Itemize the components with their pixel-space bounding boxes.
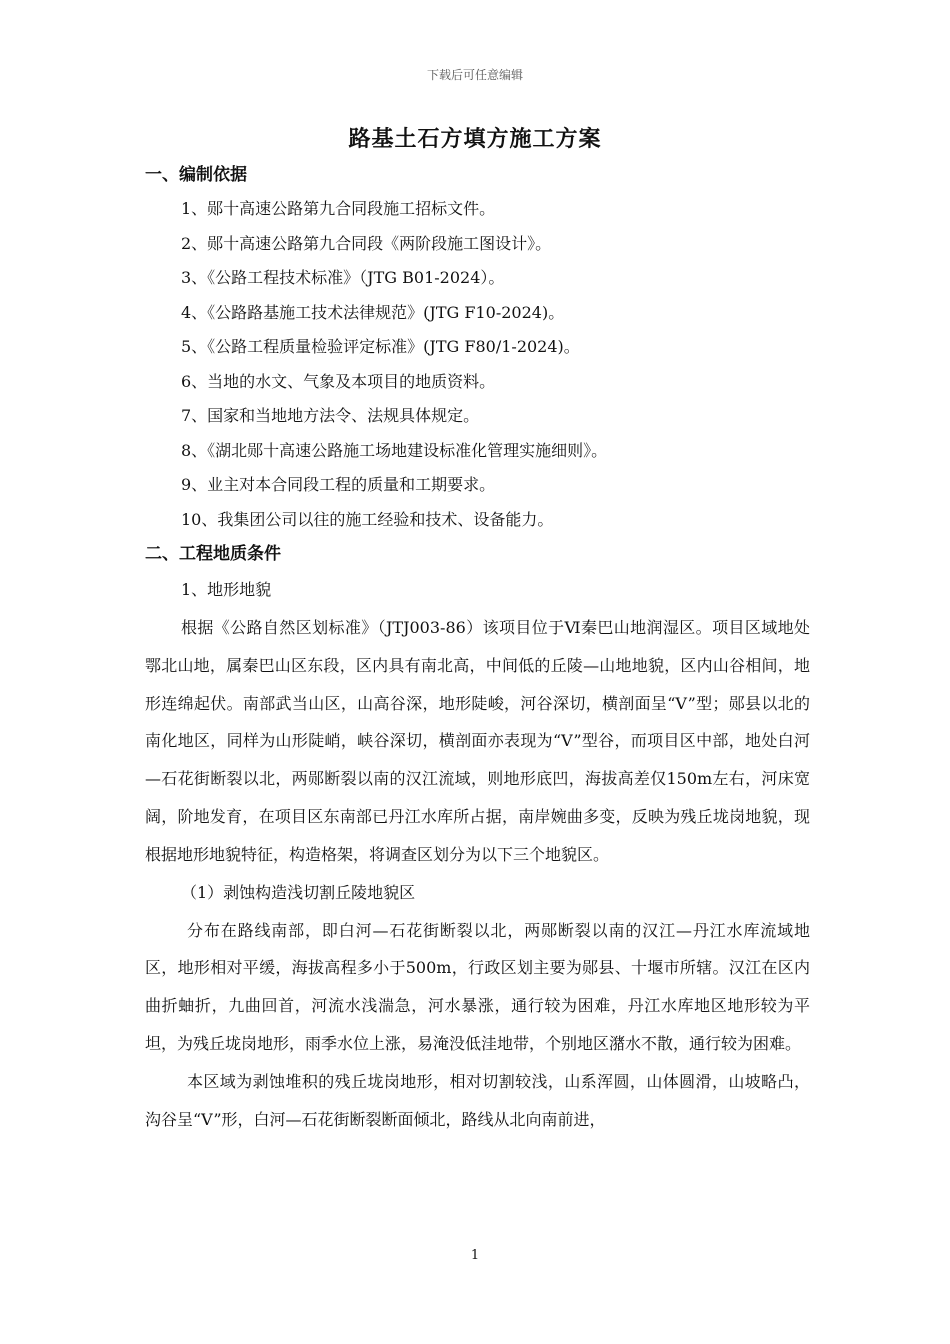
page-number: 1 <box>470 1248 480 1263</box>
list-item: 7、国家和当地地方法令、法规具体规定。 <box>181 406 480 425</box>
paragraph-terrain: 根据《公路自然区划标准》（JTJ003-86）该项目位于Ⅵ秦巴山地润湿区。项目区域地处鄂北山地，属秦巴山区东段，区内具有南北高，中间低的丘陵—山地地貌，区内山谷相间，地形连绵起伏。南部武当山区，山高谷深，地形陡峻，河谷深切，横剖面呈“V”型；郧县以北的南化地区，同样为山形陡峭，峡谷深切，横剖面亦表现为“V”型谷，而项目区中部，地处白河—石花街断裂以北，两郧断裂以南的汉江流域，则地形底凹，海拔高差仅150m左右，河床宽阔，阶地发育，在项目区东南部已丹江水库所占据，南岸婉曲多变，反映为残丘垅岗地貌，现根据地形地貌特征，构造格架，将调查区划分为以下三个地貌区。 <box>145 618 810 864</box>
header-note: 下载后可任意编辑 <box>426 68 523 82</box>
list-item: 3、《公路工程技术标准》（JTG B01-2024）。 <box>181 268 505 287</box>
list-item: 4、《公路路基施工技术法律规范》(JTG F10-2024)。 <box>181 302 565 322</box>
section-heading-geology: 二、工程地质条件 <box>145 544 281 564</box>
list-item: 1、郧十高速公路第九合同段施工招标文件。 <box>181 199 496 218</box>
subsection-terrain: 1、地形地貌 <box>181 580 272 599</box>
basis-list <box>145 192 810 537</box>
list-item: 10、我集团公司以往的施工经验和技术、设备能力。 <box>181 509 554 529</box>
document-title: 路基土石方填方施工方案 <box>348 126 602 152</box>
subsection-hill-zone: （1）剥蚀构造浅切割丘陵地貌区 <box>181 882 416 902</box>
paragraph-hill-zone-landform: 本区域为剥蚀堆积的残丘垅岗地形，相对切割较浅，山系浑圆，山体圆滑，山坡略凸，沟谷呈“V”形，白河—石花街断裂断面倾北，路线从北向南前进， <box>145 1071 810 1129</box>
list-item: 5、《公路工程质量检验评定标准》(JTG F80/1-2024)。 <box>181 337 580 356</box>
list-item: 9、业主对本合同段工程的质量和工期要求。 <box>181 475 496 494</box>
section-heading-basis: 一、编制依据 <box>145 165 247 185</box>
document-body <box>145 158 810 1138</box>
list-item: 6、当地的水文、气象及本项目的地质资料。 <box>181 371 496 391</box>
list-item: 8、《湖北郧十高速公路施工场地建设标准化管理实施细则》。 <box>181 440 608 460</box>
list-item: 2、郧十高速公路第九合同段《两阶段施工图设计》。 <box>181 233 552 253</box>
paragraph-hill-zone-distribution: 分布在路线南部，即白河—石花街断裂以北，两郧断裂以南的汉江—丹江水库流域地区，地形相对平缓，海拔高程多小于500m，行政区划主要为郧县、十堰市所辖。汉江在区内曲折蚰折，九曲回首，河流水浅湍急，河水暴涨，通行较为困难，丹江水库地区地形较为平坦，为残丘垅岗地形，雨季水位上涨，易淹没低洼地带，个别地区潴水不散，通行较为困难。 <box>145 920 810 1053</box>
